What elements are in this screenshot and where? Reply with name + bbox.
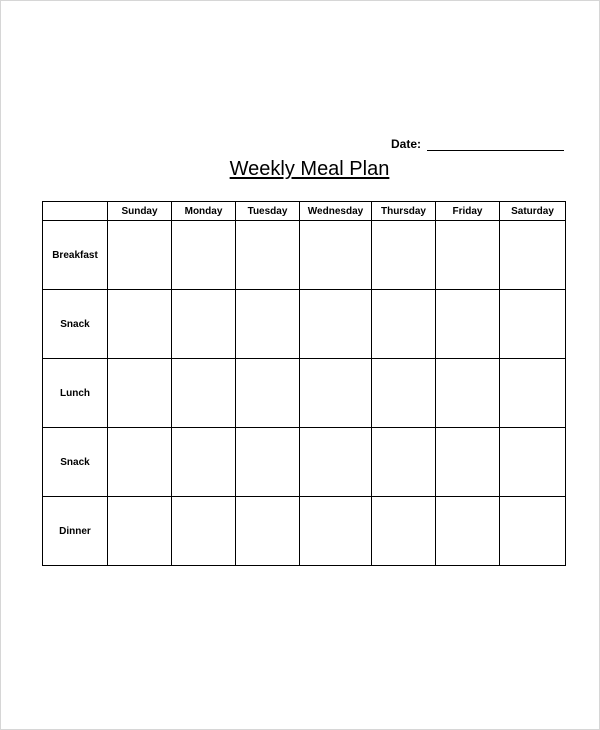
meal-cell[interactable] [236, 290, 300, 359]
meal-label-dinner: Dinner [43, 497, 108, 566]
meal-cell[interactable] [172, 290, 236, 359]
day-header-saturday: Saturday [500, 202, 566, 221]
page-title: Weekly Meal Plan [229, 158, 390, 180]
meal-cell[interactable] [372, 497, 436, 566]
meal-label-snack: Snack [43, 290, 108, 359]
meal-cell[interactable] [300, 428, 372, 497]
date-field [391, 137, 564, 151]
meal-cell[interactable] [300, 221, 372, 290]
table-row [43, 290, 566, 359]
meal-cell[interactable] [436, 290, 500, 359]
meal-cell[interactable] [372, 428, 436, 497]
meal-cell[interactable] [500, 221, 566, 290]
meal-cell[interactable] [436, 221, 500, 290]
meal-cell[interactable] [108, 221, 172, 290]
meal-cell[interactable] [172, 221, 236, 290]
meal-cell[interactable] [172, 497, 236, 566]
meal-cell[interactable] [108, 497, 172, 566]
meal-cell[interactable] [500, 359, 566, 428]
meal-cell[interactable] [372, 359, 436, 428]
meal-cell[interactable] [300, 359, 372, 428]
meal-cell[interactable] [500, 428, 566, 497]
meal-cell[interactable] [436, 428, 500, 497]
day-header-friday: Friday [436, 202, 500, 221]
meal-label-snack: Snack [43, 428, 108, 497]
table-row [43, 428, 566, 497]
table-row [43, 359, 566, 428]
meal-cell[interactable] [236, 428, 300, 497]
meal-label-lunch: Lunch [43, 359, 108, 428]
meal-cell[interactable] [500, 497, 566, 566]
table-row [43, 221, 566, 290]
meal-cell[interactable] [108, 290, 172, 359]
meal-cell[interactable] [300, 497, 372, 566]
meal-cell[interactable] [236, 359, 300, 428]
meal-cell[interactable] [436, 359, 500, 428]
header-row [43, 202, 566, 221]
meal-cell[interactable] [300, 290, 372, 359]
day-header-monday: Monday [172, 202, 236, 221]
meal-cell[interactable] [108, 359, 172, 428]
date-label: Date: [391, 137, 422, 151]
meal-cell[interactable] [500, 290, 566, 359]
meal-cell[interactable] [372, 221, 436, 290]
day-header-tuesday: Tuesday [236, 202, 300, 221]
meal-label-breakfast: Breakfast [43, 221, 108, 290]
meal-cell[interactable] [236, 497, 300, 566]
meal-cell[interactable] [108, 428, 172, 497]
meal-cell[interactable] [172, 428, 236, 497]
meal-plan-table [42, 201, 566, 566]
meal-cell[interactable] [236, 221, 300, 290]
meal-cell[interactable] [436, 497, 500, 566]
table-row [43, 497, 566, 566]
corner-cell [43, 202, 108, 221]
day-header-wednesday: Wednesday [300, 202, 372, 221]
date-blank-line[interactable] [427, 138, 564, 151]
day-header-sunday: Sunday [108, 202, 172, 221]
day-header-thursday: Thursday [372, 202, 436, 221]
meal-cell[interactable] [172, 359, 236, 428]
meal-cell[interactable] [372, 290, 436, 359]
